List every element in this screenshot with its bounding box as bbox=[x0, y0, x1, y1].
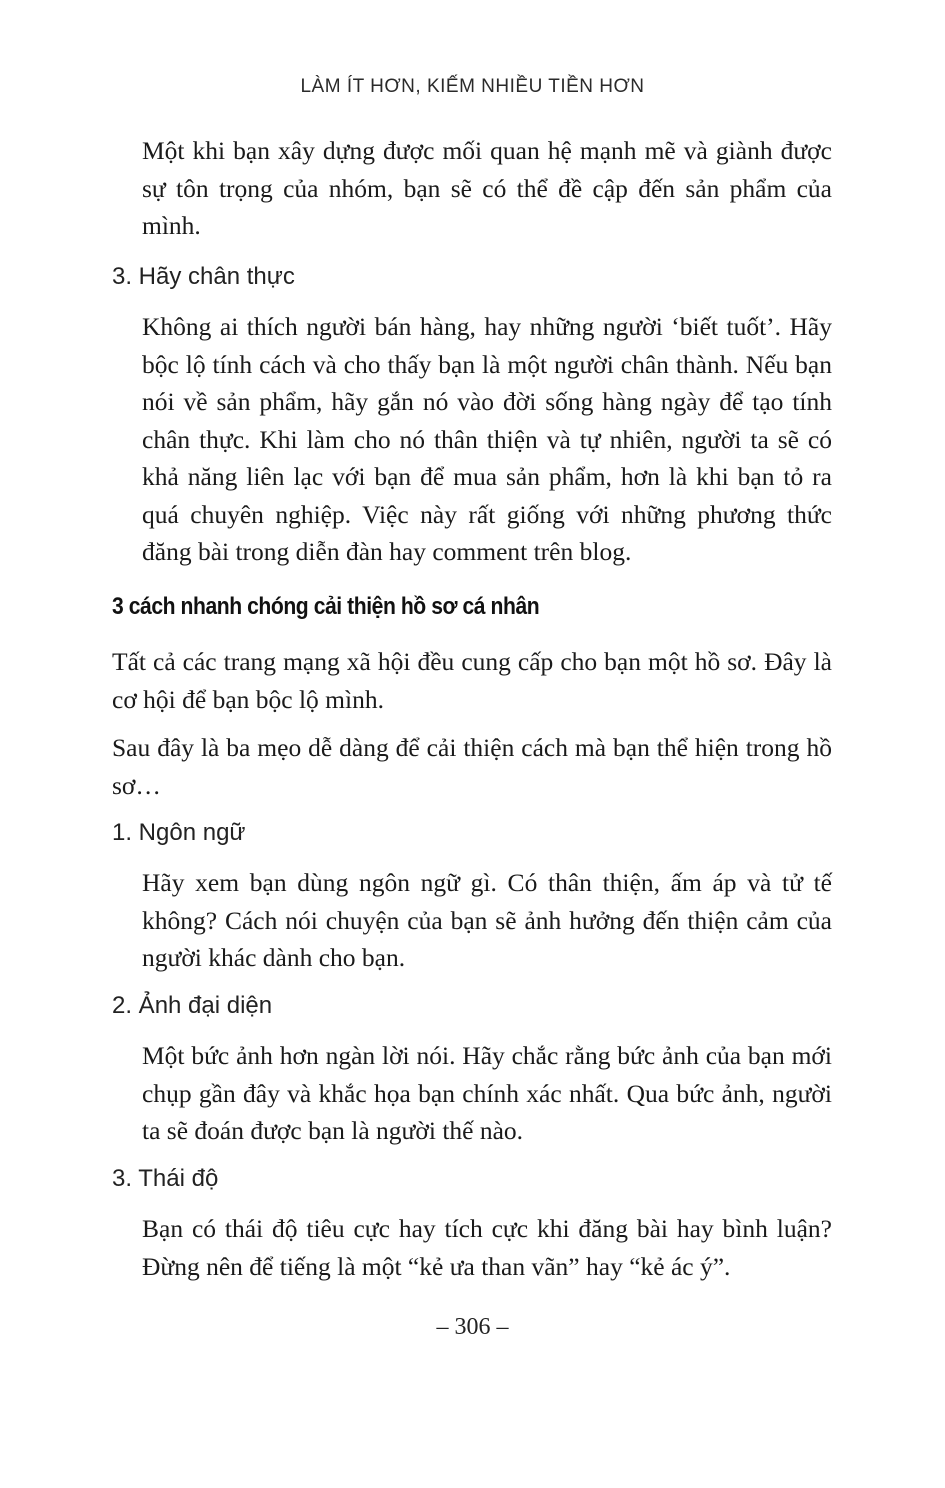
paragraph-attitude: Bạn có thái độ tiêu cực hay tích cực khi đăng bài hay bình luận? Đừng nên để tiếng là một “kẻ ưa than vãn” hay “kẻ ác ý”. bbox=[142, 1214, 832, 1281]
list-item-title-language: 1. Ngôn ngữ bbox=[112, 819, 246, 846]
list-item-title-avatar: 2. Ảnh đại diện bbox=[112, 992, 273, 1019]
paragraph-language: Hãy xem bạn dùng ngôn ngữ gì. Có thân thiện, ấm áp và tử tế không? Cách nói chuyện của bạn sẽ ảnh hưởng đến thiện cảm của người khác dành cho bạn. bbox=[142, 868, 832, 972]
paragraph-avatar: Một bức ảnh hơn ngàn lời nói. Hãy chắc rằng bức ảnh của bạn mới chụp gần đây và khắc họa bạn chính xác nhất. Qua bức ảnh, người ta sẽ đoán được bạn là người thế nào. bbox=[142, 1041, 832, 1145]
running-head: LÀM ÍT HƠN, KIẾM NHIỀU TIỀN HƠN bbox=[300, 76, 645, 97]
paragraph-tips-intro: Sau đây là ba mẹo dễ dàng để cải thiện cách mà bạn thể hiện trong hồ sơ… bbox=[112, 733, 832, 800]
page-number: – 306 – bbox=[436, 1314, 509, 1340]
list-item-title-attitude: 3. Thái độ bbox=[112, 1165, 219, 1192]
paragraph-be-authentic: Không ai thích người bán hàng, hay những người ‘biết tuốt’. Hãy bộc lộ tính cách và cho thấy bạn là một người chân thành. Nếu bạn nói về sản phẩm, hãy gắn nó vào đời sống hàng ngày để tạo tính chân thực. Khi làm cho nó thân thiện và tự nhiên, người ta sẽ có khả năng liên lạc với bạn để mua sản phẩm, hơn là khi bạn tỏ ra quá chuyên nghiệp. Việc này rất giống với những phương thức đăng bài trong diễn đàn hay comment trên blog. bbox=[142, 312, 832, 566]
paragraph-profile-intro: Tất cả các trang mạng xã hội đều cung cấp cho bạn một hồ sơ. Đây là cơ hội để bạn bộc lộ mình. bbox=[112, 647, 832, 714]
section-heading: 3 cách nhanh chóng cải thiện hồ sơ cá nhân bbox=[112, 593, 540, 620]
list-item-title-be-authentic: 3. Hãy chân thực bbox=[112, 263, 295, 290]
paragraph-intro: Một khi bạn xây dựng được mối quan hệ mạnh mẽ và giành được sự tôn trọng của nhóm, bạn sẽ có thể đề cập đến sản phẩm của mình. bbox=[142, 136, 832, 240]
